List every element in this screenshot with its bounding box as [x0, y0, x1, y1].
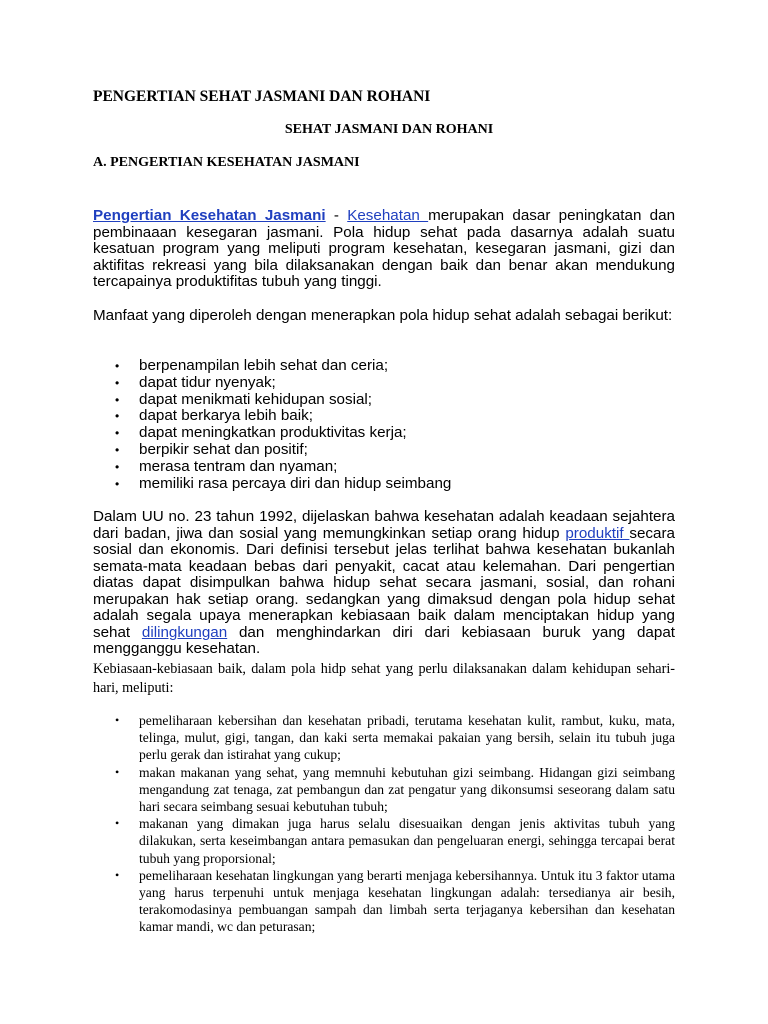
- uu-text-3: dan menghindarkan diri dari kebiasaan buruk yang dapat mengganggu kesehatan.: [93, 623, 675, 657]
- link-pengertian-kesehatan-jasmani[interactable]: Pengertian Kesehatan Jasmani: [93, 207, 326, 224]
- list-item: • dapat menikmati kehidupan sosial;: [93, 392, 675, 409]
- link-kesehatan[interactable]: Kesehatan: [347, 207, 429, 224]
- uu-text-1: Dalam UU no. 23 tahun 1992, dijelaskan bahwa kesehatan adalah keadaan sejahtera dari badan, jiwa dan sosial yang memungkinkan setiap orang hidup: [93, 508, 675, 542]
- document-subtitle: SEHAT JASMANI DAN ROHANI: [284, 122, 494, 137]
- list-item: • dapat berkarya lebih baik;: [93, 408, 675, 425]
- intro-paragraph: [93, 208, 675, 291]
- list-item: • merasa tentram dan nyaman;: [93, 459, 675, 476]
- list-item: • makanan yang dimakan juga harus selalu disesuaikan dengan jenis aktivitas tubuh yang dilakukan, serta keseimbangan antara pemasukan dan pengeluaran energi, sehingga tercapai berat tubuh yang proporsional;: [93, 815, 675, 867]
- list-item: • dapat meningkatkan produktivitas kerja;: [93, 425, 675, 442]
- section-a-heading: A. PENGERTIAN KESEHATAN JASMANI: [93, 155, 360, 170]
- kebiasaan-intro: Kebiasaan-kebiasaan baik, dalam pola hidp sehat yang perlu dilaksanakan dalam kehidupan sehari-hari, meliputi:: [93, 661, 675, 696]
- list-item: • berpenampilan lebih sehat dan ceria;: [93, 358, 675, 375]
- list-item: • pemeliharaan kesehatan lingkungan yang berarti menjaga kebersihannya. Untuk itu 3 faktor utama yang harus terpenuhi untuk menjaga kesehatan lingkungan adalah: tersedianya air besih, terakomodasinya pembuangan sampah dan limbah serta terjaganya kebersihan dan kesehatan kamar mandi, wc dan peturasan;: [93, 867, 675, 936]
- document-title: PENGERTIAN SEHAT JASMANI DAN ROHANI: [93, 88, 431, 105]
- list-item: • memiliki rasa percaya diri dan hidup seimbang: [93, 476, 675, 493]
- kebiasaan-list: [93, 712, 675, 936]
- list-item: • pemeliharaan kebersihan dan kesehatan pribadi, terutama kesehatan kulit, rambut, kuku, mata, telinga, mulut, gigi, tangan, dan kaki serta memakai pakaian yang bersih, selain itu tubuh juga perlu gerak dan istirahat yang cukup;: [93, 712, 675, 764]
- intro-separator: -: [325, 207, 348, 224]
- intro-text: merupakan dasar peningkatan dan pembinaaan kesegaran jasmani. Pola hidup sehat pada dasarnya adalah suatu kesatuan program yang meliputi program kesehatan, kesegaran jasmani, gizi dan aktifitas rekreasi yang bila dilaksanakan dengan baik dan benar akan mendukung tercapainya produktifitas tubuh yang tinggi.: [93, 207, 676, 290]
- manfaat-intro: Manfaat yang diperoleh dengan menerapkan pola hidup sehat adalah sebagai berikut:: [93, 307, 673, 324]
- link-produktif[interactable]: produktif: [565, 524, 630, 542]
- link-dilingkungan[interactable]: dilingkungan: [141, 623, 228, 641]
- list-item: • makan makanan yang sehat, yang memnuhi kebutuhan gizi seimbang. Hidangan gizi seimbang mengandung zat tenaga, zat pembangun dan zat pengatur yang dikonsumsi seseorang dalam satu hari secara seimbang sesuai kebutuhan tubuh;: [93, 764, 675, 816]
- list-item: • dapat tidur nyenyak;: [93, 375, 675, 392]
- uu-text-2: secara sosial dan ekonomis. Dari definisi tersebut jelas terlihat bahwa kesehatan bukanlah semata-mata keadaan bebas dari penyakit, cacat atau kelemahan. Dari pengertian diatas dapat disimpulkan bahwa hidup sehat secara jasmani, sosial, dan rohani merupakan hak setiap orang. sedangkan yang dimaksud dengan pola hidup sehat adalah segala upaya menerapkan kebiasaan baik dalam menciptakan hidup yang sehat: [93, 524, 675, 641]
- manfaat-list: [93, 358, 675, 492]
- uu-paragraph: [93, 509, 675, 658]
- list-item: • berpikir sehat dan positif;: [93, 442, 675, 459]
